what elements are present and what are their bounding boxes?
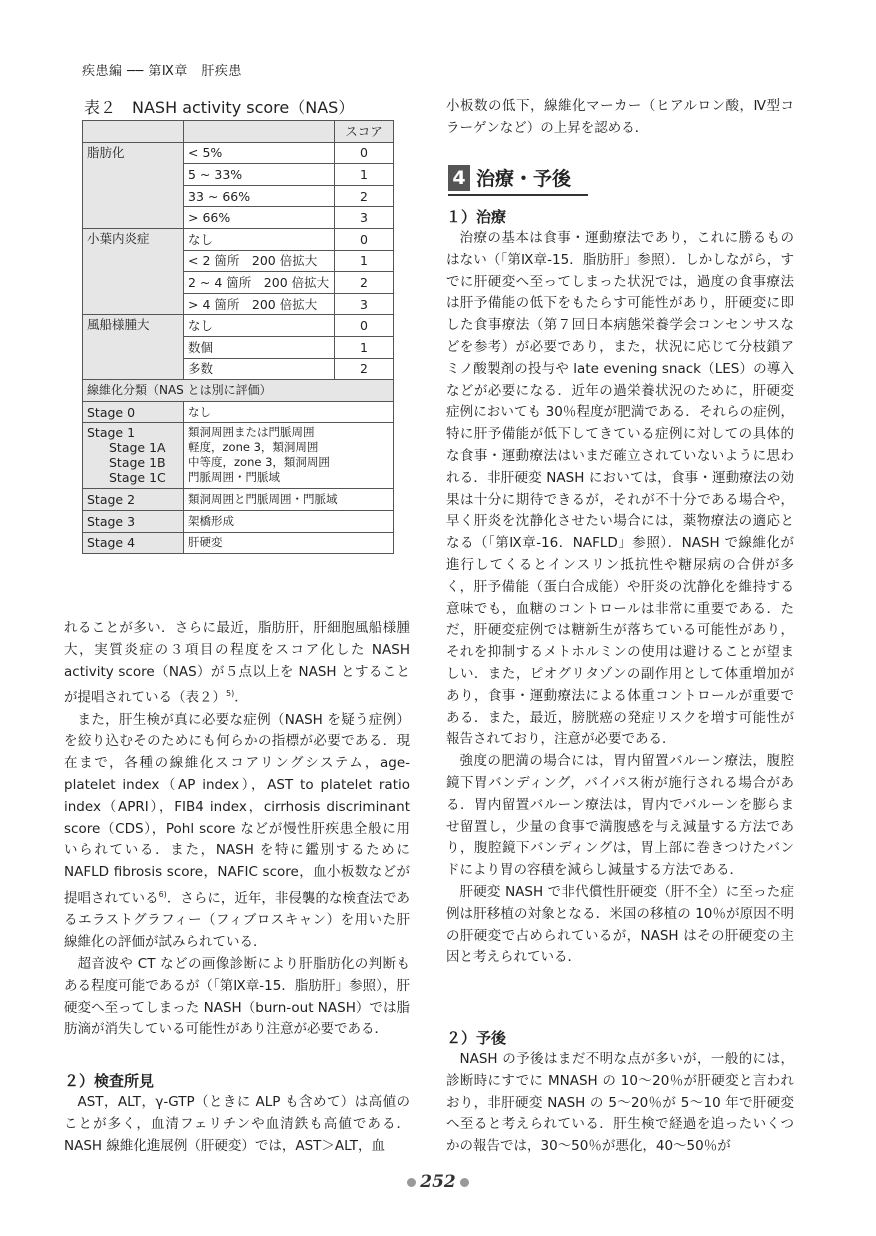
- bullet-icon: [407, 1178, 416, 1187]
- paragraph: 治療の基本は食事・運動療法であり，これに勝るものはない（「第Ⅸ章-15．脂肪肝」参照）．しかしながら，すでに肝硬変へ至ってしまった状況では，過度の食事療法は肝予備能の低下をもたらす可能性があり，肝硬変に即した食事療法（第７回日本病態栄養学会コンセンサスなどを参考）が必要であり，また，状況に応じて分枝鎖アミノ酸製剤の投与や late evening snack（LES）の導入などが必要になる．近年の過栄養状況のために，肝硬変症例においても 30％程度が肥満である．それらの症例，特に肝予備能が低下してきている症例に対しての具体的な食事・運動療法はいまだ確立されていないように思われる．非肝硬変 NASH においては，食事・運動療法の効果は十分に期待できるが，それが不十分である場合や，早く肝炎を沈静化させたい場合には，薬物療法の適応となる（「第Ⅸ章-16．NAFLD」参照）．NASH で線維化が進行してくるとインスリン抵抗性や糖尿病の合併が多く，肝予備能（蛋白合成能）や肝炎の沈静化を維持する意味でも，血糖のコントロールは非常に重要である．ただ，肝硬変症例では糖新生が落ちている可能性があり，それを抑制するメトホルミンの使用は避けることが望ましい．また，ピオグリタゾンの副作用として体重増加があり，食事・運動療法による体重コントロールが重要である．また，最近，膀胱癌の発症リスクを増す可能性が報告されており，注意が必要である．: [446, 230, 794, 748]
- table-row: > 66% 3: [83, 207, 394, 229]
- section-title: 治療・予後: [476, 168, 572, 190]
- score-header: スコア: [335, 121, 394, 143]
- right-column-text: [446, 206, 794, 969]
- stage-row: Stage 1 Stage 1A Stage 1B Stage 1C 類洞周囲または門脈周囲 軽度，zone 3，類洞周囲 中等度，zone 3，類洞周囲 門脈周囲・門脈域: [83, 423, 394, 489]
- table-row: 5 ~ 33% 1: [83, 164, 394, 186]
- table-title: 表２ NASH activity score（NAS）: [84, 98, 355, 117]
- subsection-heading: １）治療: [446, 208, 507, 226]
- table-row: 脂肪化 < 5% 0: [83, 142, 394, 164]
- paragraph: AST，ALT，γ-GTP（ときに ALP も含めて）は高値のことが多く，血清フェリチンや血清鉄も高値である．NASH 線維化進展例（肝硬変）では，AST＞ALT，血: [64, 1094, 410, 1154]
- category-cell: 風船様腫大: [83, 315, 184, 380]
- paragraph: また，肝生検が真に必要な症例（NASH を疑う症例）を絞り込むそのためにも何らかの指標が必要である．現在まで，各種の線維化スコアリングシステム，age-platelet index（AP index），AST to platelet ratio index（APRI），FIB4 index，cirrhosis discriminant score（CDS），Pohl score などが慢性肝疾患全般に用いられている．また，NASH を特に鑑別するために NAFLD fibrosis score，NAFIC score，血小板数などが提唱されている$^{6)}$．さらに，近年，非侵襲的な検査法であるエラストグラフィー（フィブロスキャン）を用いた肝線維化の評価が試みられている．: [64, 711, 411, 951]
- section-heading: [448, 164, 571, 191]
- fibrosis-header: 線維化分類（NAS とは別に評価）: [83, 380, 394, 402]
- fibrosis-header-row: [83, 380, 394, 402]
- nas-table: [82, 120, 394, 554]
- table-row: > 4 箇所 200 倍拡大 3: [83, 293, 394, 315]
- paragraph: れることが多い．さらに最近，脂肪肝，肝細胞風船様腫大，実質炎症の３項目の程度をスコア化した NASH activity score（NAS）が５点以上を NASH とすることが提唱されている（表２）$^{5)}$．: [64, 620, 410, 706]
- stage-row: Stage 0 なし: [83, 401, 394, 423]
- running-header: 疾患編 ── 第Ⅸ章 肝疾患: [82, 64, 242, 79]
- paragraph: NASH の予後はまだ不明な点が多いが，一般的には，診断時にすでに MNASH の 10～20％が肝硬変と言われおり，非肝硬変 NASH の 5～20％が 5～10 年で肝硬変へ至ると考えられている．肝生検で経過を追ったいくつかの報告では，30～50％が悪化，40～50％が: [446, 1051, 794, 1155]
- subsection-heading: ２）検査所見: [64, 1072, 155, 1090]
- category-cell: 脂肪化: [83, 142, 184, 228]
- table-row: 小葉内炎症 なし 0: [83, 228, 394, 250]
- category-cell: 小葉内炎症: [83, 228, 184, 314]
- paragraph: 超音波や CT などの画像診断により肝脂肪化の判断もある程度可能であるが（「第Ⅸ章-15．脂肪肝」参照），肝硬変へ至ってしまった NASH（burn-out NASH）では脂肪滴が消失している可能性があり注意が必要である．: [64, 955, 410, 1038]
- bullet-icon: [460, 1178, 469, 1187]
- table-row: 数個 1: [83, 336, 394, 358]
- stage-row: Stage 2 類洞周囲と門脈周囲・門脈域: [83, 489, 394, 511]
- table-row: 2 ~ 4 箇所 200 倍拡大 2: [83, 272, 394, 294]
- page-number: 252: [0, 1172, 876, 1192]
- paragraph: 小板数の低下，線維化マーカー（ヒアルロン酸，Ⅳ型コラーゲンなど）の上昇を認める．: [446, 98, 794, 136]
- stage-row: Stage 4 肝硬変: [83, 532, 394, 554]
- table-row: 33 ~ 66% 2: [83, 185, 394, 207]
- table-row: < 2 箇所 200 倍拡大 1: [83, 250, 394, 272]
- right-column-lower: [446, 1027, 794, 1158]
- paragraph: 肝硬変 NASH で非代償性肝硬変（肝不全）に至った症例は肝移植の対象となる．米国の移植の 10％が原因不明の肝硬変で占められているが，NASH はその肝硬変の主因と考えられている．: [446, 883, 794, 966]
- table-row: 風船様腫大 なし 0: [83, 315, 394, 337]
- subsection-heading: ２）予後: [446, 1029, 507, 1047]
- table-row: 多数 2: [83, 358, 394, 380]
- paragraph: 強度の肥満の場合には，胃内留置バルーン療法，腹腔鏡下胃バンディング，バイパス術が施行される場合がある．胃内留置バルーン療法は，胃内でバルーンを膨らませ留置し，少量の食事で満腹感を与え減量する方法であり，腹腔鏡下バンディングは，胃上部に巻きつけたバンドにより胃の容積を減らし減量する方法である．: [446, 753, 794, 879]
- section-underline: [448, 194, 588, 196]
- right-column-top: [446, 96, 794, 140]
- table-header-row: [83, 121, 394, 143]
- left-column-lower: [64, 1070, 410, 1157]
- stage-row: Stage 3 架橋形成: [83, 510, 394, 532]
- left-column-text: [64, 618, 410, 1041]
- section-number: 4: [448, 165, 470, 191]
